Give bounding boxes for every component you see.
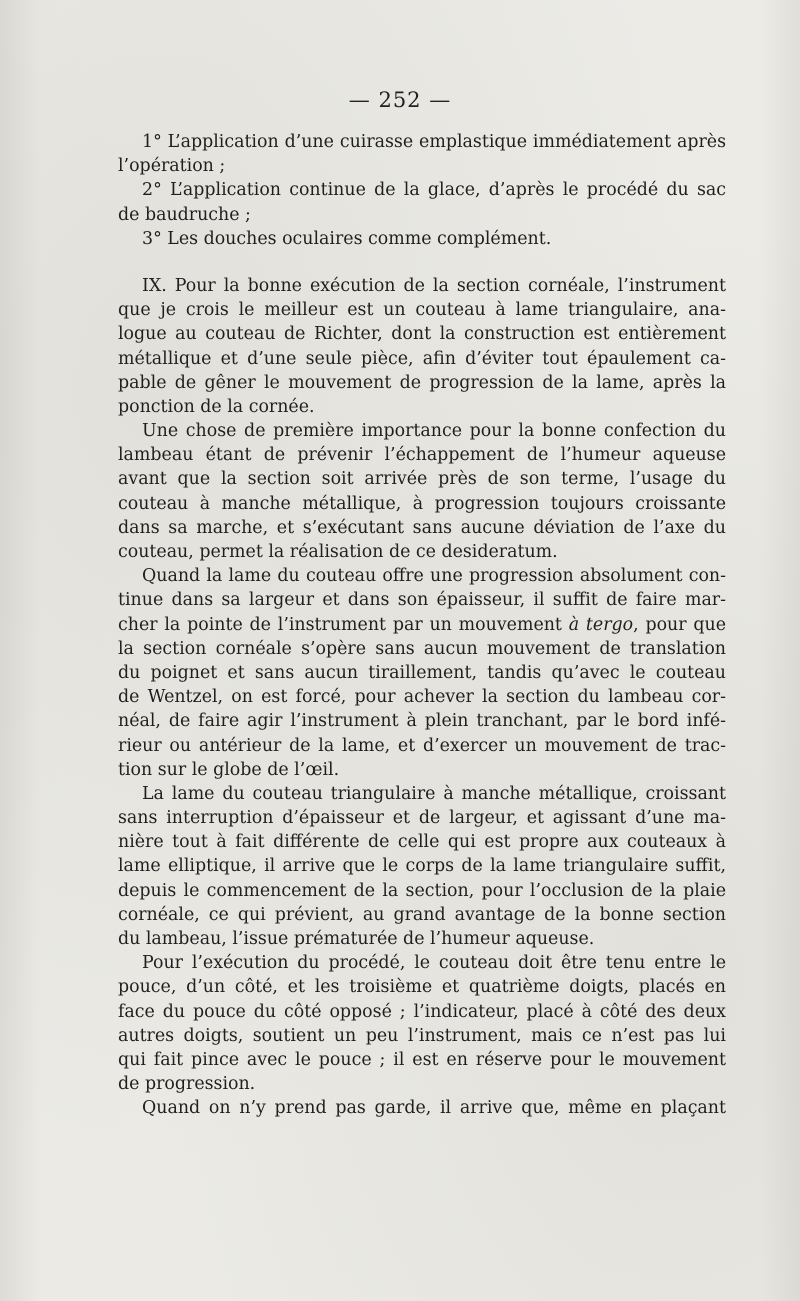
- text-line: lame elliptique, il arrive que le corps de la lame triangulaire suffit,: [118, 856, 726, 877]
- text-line: lambeau étant de prévenir l’échappement de l’humeur aqueuse: [118, 445, 726, 466]
- text-line: tion sur le globe de l’œil.: [118, 759, 340, 780]
- text-line: tinue dans sa largeur et dans son épaisseur, il suffit de faire mar-: [118, 590, 726, 611]
- text-line: Une chose de première importance pour la bonne confection du: [142, 421, 726, 442]
- text-line: 2° L’application continue de la glace, d’après le procédé du sac: [142, 180, 726, 201]
- text-line: pouce, d’un côté, et les troisième et quatrième doigts, placés en: [118, 977, 726, 998]
- text-line: de Wentzel, on est forcé, pour achever la section du lambeau cor-: [118, 687, 726, 708]
- text-line: de progression.: [118, 1074, 256, 1095]
- text-line: couteau à manche métallique, à progression toujours croissante: [118, 493, 726, 514]
- text-line: rieur ou antérieur de la lame, et d’exercer un mouvement de trac-: [118, 735, 726, 756]
- text-line: logue au couteau de Richter, dont la construction est entièrement: [118, 324, 726, 345]
- text-line: face du pouce du côté opposé ; l’indicateur, placé à côté des deux: [118, 1001, 726, 1022]
- text-segment: cher la pointe de l’instrument par un mouvement: [118, 614, 569, 635]
- paragraph-gap: [118, 251, 726, 274]
- text-line: [118, 613, 726, 637]
- text-line: que je crois le meilleur est un couteau à lame triangulaire, ana-: [118, 300, 726, 321]
- page-number: — 252 —: [348, 88, 452, 112]
- text-line: Quand la lame du couteau offre une progression absolument con-: [142, 566, 726, 587]
- italic-phrase: à tergo: [568, 614, 634, 635]
- text-line: du poignet et sans aucun tiraillement, tandis qu’avec le couteau: [118, 662, 726, 683]
- text-line: cornéale, ce qui prévient, au grand avantage de la bonne section: [118, 904, 726, 925]
- text-line: ponction de la cornée.: [118, 396, 315, 417]
- text-line: Pour l’exécution du procédé, le couteau doit être tenu entre le: [142, 953, 726, 974]
- text-line: 1° L’application d’une cuirasse emplastique immédiatement après: [142, 132, 726, 152]
- text-line: dans sa marche, et s’exécutant sans aucune déviation de l’axe du: [118, 517, 726, 538]
- text-line: qui fait pince avec le pouce ; il est en réserve pour le mouvement: [118, 1049, 726, 1070]
- text-line: du lambeau, l’issue prématurée de l’humeur aqueuse.: [118, 929, 595, 949]
- text-line: La lame du couteau triangulaire à manche métallique, croissant: [142, 783, 726, 804]
- text-line: de baudruche ;: [118, 204, 251, 225]
- text-line: autres doigts, soutient un peu l’instrument, mais ce n’est pas lui: [118, 1025, 726, 1046]
- text-line: néal, de faire agir l’instrument à plein tranchant, par le bord infé-: [118, 711, 726, 732]
- text-line: depuis le commencement de la section, pour l’occlusion de la plaie: [118, 880, 726, 901]
- text-line: la section cornéale s’opère sans aucun mouvement de translation: [118, 638, 726, 659]
- text-line: nière tout à fait différente de celle qui est propre aux couteaux à: [118, 832, 726, 853]
- text-segment: , pour que: [633, 614, 726, 635]
- text-line: couteau, permet la réalisation de ce desideratum.: [118, 542, 558, 562]
- text-line: IX. Pour la bonne exécution de la section cornéale, l’instrument: [142, 275, 726, 296]
- text-line: pable de gêner le mouvement de progression de la lame, après la: [118, 372, 726, 393]
- body-text: [118, 130, 726, 1121]
- text-line: sans interruption d’épaisseur et de largeur, et agissant d’une ma-: [118, 808, 726, 829]
- text-line: avant que la section soit arrivée près de son terme, l’usage du: [118, 469, 726, 490]
- text-line: Quand on n’y prend pas garde, il arrive que, même en plaçant: [142, 1098, 726, 1119]
- text-line: 3° Les douches oculaires comme complément.: [142, 228, 552, 249]
- text-line: l’opération ;: [118, 156, 226, 177]
- text-line: métallique et d’une seule pièce, afin d’éviter tout épaulement ca-: [118, 348, 726, 369]
